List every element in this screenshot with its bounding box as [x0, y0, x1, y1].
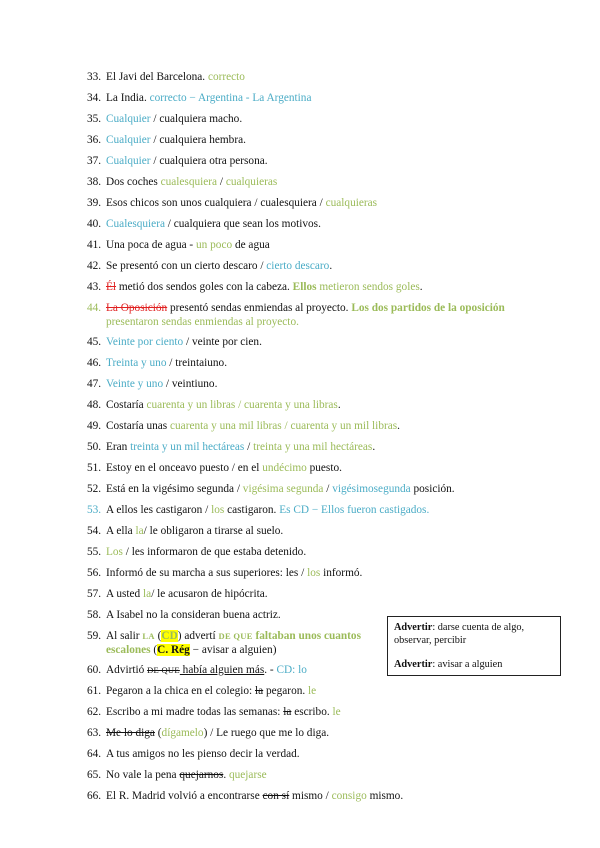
item-text: A Isabel no la consideran buena actriz.: [106, 609, 281, 621]
item-number: 53.: [87, 504, 102, 516]
item-number: 37.: [87, 155, 102, 167]
list-item: [87, 91, 311, 105]
list-item: [87, 238, 270, 252]
correction: correcto − Argentina - La Argentina: [149, 92, 312, 104]
correction: Los: [106, 546, 123, 558]
correction: cierto descaro: [266, 260, 330, 272]
item-text: /: [217, 176, 226, 188]
item-number: 46.: [87, 357, 102, 369]
list-item: [87, 175, 277, 189]
item-number: 47.: [87, 378, 102, 390]
item-text: / les informaron de que estaba detenido.: [122, 546, 307, 558]
item-number: 36.: [87, 134, 102, 146]
item-number: 39.: [87, 197, 102, 209]
item-text: /: [244, 441, 254, 453]
list-item: [87, 70, 245, 84]
list-item: [87, 196, 377, 210]
underlined-text: había alguien más: [179, 664, 265, 676]
correction: Veinte y uno: [106, 378, 164, 390]
correction-continuation: presentaron sendas enmiendas al proyecto.: [106, 316, 299, 328]
correction: CD: lo: [276, 664, 307, 676]
item-number: 52.: [87, 483, 102, 495]
item-text: Se presentó con un cierto descaro /: [106, 260, 267, 272]
item-number: 56.: [87, 567, 102, 579]
item-number: 54.: [87, 525, 102, 537]
correction: cualquieras: [325, 197, 378, 209]
list-item: [87, 440, 375, 454]
list-item: [87, 663, 307, 677]
list-item: [87, 154, 268, 168]
item-number: 59.: [87, 630, 102, 642]
item-text: .: [329, 260, 333, 272]
correction: un poco: [196, 239, 235, 251]
item-text: Estoy en el onceavo puesto / en el: [106, 462, 263, 474]
list-item: [87, 482, 455, 496]
item-text: A ella: [106, 525, 136, 537]
list-item: [87, 419, 400, 433]
list-item: [87, 280, 423, 294]
item-text: Eran: [106, 441, 131, 453]
correction: Treinta y uno: [106, 357, 167, 369]
item-text: Pegaron a la chica en el colegio:: [106, 685, 255, 697]
list-item: [87, 684, 316, 698]
list-item: [87, 545, 306, 559]
list-item: [87, 524, 283, 538]
item-text: El Javi del Barcelona.: [106, 71, 208, 83]
correction: Ellos: [292, 281, 317, 293]
item-text: La India.: [106, 92, 150, 104]
correction: la: [143, 588, 152, 600]
item-text: / veintiuno.: [163, 378, 218, 390]
item-text: Está en la vigésimo segunda /: [106, 483, 243, 495]
item-text: / cualquiera que sean los motivos.: [164, 218, 321, 230]
correction: DE QUE: [218, 631, 253, 641]
item-text: − avisar a alguien): [189, 644, 277, 656]
list-item: [87, 356, 227, 370]
item-text: A ellos les castigaron /: [106, 504, 212, 516]
item-number: 49.: [87, 420, 102, 432]
list-item: [87, 217, 321, 231]
correction: escalones: [106, 644, 151, 656]
item-text: Advirtió: [106, 664, 148, 676]
item-text: . -: [264, 664, 277, 676]
item-number: 66.: [87, 790, 102, 802]
note-definition: : avisar a alguien: [432, 659, 503, 670]
list-item: [87, 461, 342, 475]
correction: cuarenta y una mil libras / cuarenta y un mil libras: [170, 420, 398, 432]
note-definition: : darse cuenta de algo, observar, percibir: [394, 622, 525, 646]
list-item: [87, 768, 267, 782]
item-number: 33.: [87, 71, 102, 83]
item-number: 45.: [87, 336, 102, 348]
item-number: 43.: [87, 281, 102, 293]
item-number: 48.: [87, 399, 102, 411]
correction: cualquieras: [225, 176, 278, 188]
item-number: 60.: [87, 664, 102, 676]
correction: vigésima segunda: [242, 483, 324, 495]
item-text: presentó sendas enmiendas al proyecto.: [167, 302, 352, 314]
struck-word: la: [255, 685, 264, 697]
item-text: (: [154, 727, 162, 739]
struck-word: la: [283, 706, 292, 718]
item-text: / le acusaron de hipócrita.: [151, 588, 268, 600]
list-item: [87, 259, 332, 273]
correction: Cualquier: [106, 134, 151, 146]
item-text: posición.: [410, 483, 455, 495]
correction: cuarenta y un libras / cuarenta y una libras: [146, 399, 338, 411]
item-number: 42.: [87, 260, 102, 272]
item-number: 61.: [87, 685, 102, 697]
list-item: [87, 566, 362, 580]
list-item: [87, 629, 361, 643]
correction: los: [211, 504, 228, 516]
correction: treinta y una mil hectáreas: [253, 441, 373, 453]
item-text: informó.: [320, 567, 363, 579]
correction: correcto: [207, 71, 245, 83]
correction: le: [308, 685, 317, 697]
item-text: / treintaiuno.: [166, 357, 228, 369]
correction: faltaban unos cuantos: [252, 630, 361, 642]
item-number: 50.: [87, 441, 102, 453]
item-text: de agua: [234, 239, 270, 251]
struck-word: DE QUE: [147, 665, 180, 675]
item-text: Al salir: [106, 630, 143, 642]
item-text: /: [323, 483, 333, 495]
item-number: 40.: [87, 218, 102, 230]
correction: Los dos partidos de la oposición: [351, 302, 505, 314]
highlight-cd: CD: [161, 630, 178, 642]
item-text: mismo.: [366, 790, 404, 802]
struck-word: La Oposición: [106, 302, 168, 314]
item-text: A tus amigos no les pienso decir la verdad.: [106, 748, 300, 760]
correction: LA: [142, 631, 155, 641]
item-text: .: [372, 441, 376, 453]
list-item: [87, 503, 429, 517]
correction: Veinte por ciento: [106, 336, 184, 348]
correction: Cualquier: [106, 113, 151, 125]
item-text: / le obligaron a tirarse al suelo.: [143, 525, 284, 537]
note-term: Advertir: [394, 622, 433, 633]
item-number: 57.: [87, 588, 102, 600]
item-text: .: [397, 420, 400, 432]
correction: le: [332, 706, 341, 718]
item-text: Informó de su marcha a sus superiores: les /: [106, 567, 308, 579]
list-item: [87, 747, 300, 761]
list-item: [87, 726, 329, 740]
struck-word: quejarnos: [179, 769, 224, 781]
item-number: 35.: [87, 113, 102, 125]
item-text: metió dos sendos goles con la cabeza.: [116, 281, 293, 293]
item-text: Dos coches: [106, 176, 161, 188]
list-item: [87, 608, 281, 622]
item-text: (: [150, 644, 158, 656]
correction: consigo: [331, 790, 367, 802]
list-item: [87, 112, 242, 126]
correction: vigésimosegunda: [332, 483, 411, 495]
correction: treinta y un mil hectáreas: [130, 441, 245, 453]
item-text: / cualquiera macho.: [150, 113, 243, 125]
item-text: ) / Le ruego que me lo diga.: [203, 727, 330, 739]
item-text: escribo.: [291, 706, 333, 718]
item-number: 44.: [87, 302, 102, 314]
list-item: [87, 789, 403, 803]
struck-word: Me lo diga: [106, 727, 155, 739]
item-text: (: [154, 630, 162, 642]
correction: Es CD − Ellos fueron castigados.: [279, 504, 430, 516]
item-text: .: [419, 281, 423, 293]
item-text: El R. Madrid volvió a encontrarse: [106, 790, 263, 802]
item-number: 63.: [87, 727, 102, 739]
list-item: [87, 705, 341, 719]
item-text: Costaría unas: [106, 420, 171, 432]
item-number: 58.: [87, 609, 102, 621]
item-text: Una poca de agua -: [106, 239, 197, 251]
list-item: [87, 398, 341, 412]
item-number: 55.: [87, 546, 102, 558]
item-number: 51.: [87, 462, 102, 474]
struck-word: Él: [106, 281, 117, 293]
correction: cualesquiera: [160, 176, 218, 188]
correction: quejarse: [228, 769, 267, 781]
item-text: A usted: [106, 588, 144, 600]
item-text: .: [223, 769, 229, 781]
item-text: Costaría: [106, 399, 147, 411]
item-text: mismo /: [289, 790, 332, 802]
item-text: puesto.: [306, 462, 342, 474]
item-number: 38.: [87, 176, 102, 188]
item-text: ) advertí: [177, 630, 219, 642]
item-text: / veinte por cien.: [183, 336, 262, 348]
item-text: Escribo a mi madre todas las semanas:: [106, 706, 284, 718]
correction: Cualquier: [106, 155, 151, 167]
correction: la: [135, 525, 144, 537]
correction: dígamelo: [161, 727, 204, 739]
correction: metieron sendos goles: [316, 281, 420, 293]
definition-note-box: [387, 616, 561, 676]
item-text: / cualquiera hembra.: [150, 134, 246, 146]
struck-word: con sí: [262, 790, 290, 802]
item-text: castigaron.: [227, 504, 280, 516]
correction: undécimo: [262, 462, 307, 474]
highlight-creg: C. Rég: [157, 644, 190, 656]
item-number: 34.: [87, 92, 102, 104]
item-number: 62.: [87, 706, 102, 718]
item-text: .: [337, 399, 341, 411]
item-number: 64.: [87, 748, 102, 760]
correction: Cualesquiera: [106, 218, 165, 230]
correction: los: [307, 567, 321, 579]
note-term: Advertir: [394, 659, 433, 670]
item-text: pegaron.: [263, 685, 309, 697]
list-item: [87, 335, 262, 349]
item-text: No vale la pena: [106, 769, 180, 781]
item-number: 65.: [87, 769, 102, 781]
item-text: / cualquiera otra persona.: [150, 155, 268, 167]
list-item: [87, 377, 217, 391]
list-item-continuation: [106, 643, 276, 657]
item-text: Esos chicos son unos cualquiera / cualesquiera /: [106, 197, 326, 209]
list-item: [87, 587, 268, 601]
item-number: 41.: [87, 239, 102, 251]
list-item: [87, 133, 246, 147]
list-item: [87, 301, 505, 315]
